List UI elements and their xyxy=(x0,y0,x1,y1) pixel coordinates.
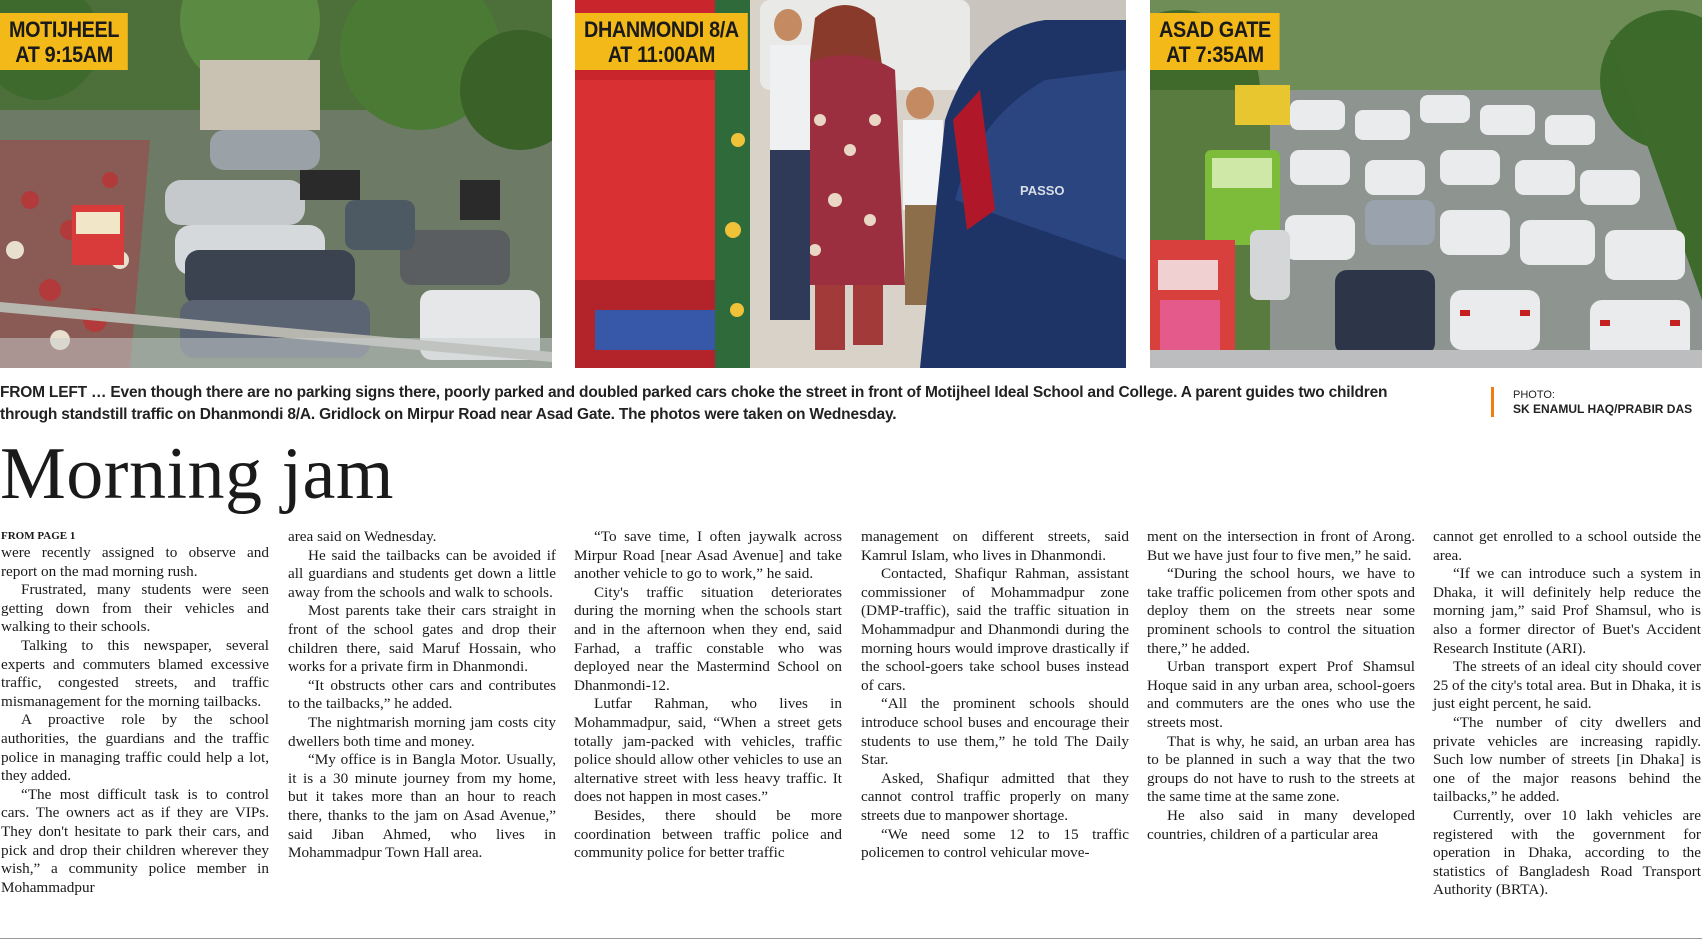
paragraph: “My office is in Bangla Motor. Usually, it is a 30 minute journey from my home, but it takes more than an hour to reach there, thanks to the jam on Asad Avenue,” said Jiban Ahmed, who lives in Mohammadpur Town Hall area. xyxy=(288,751,556,862)
paragraph: area said on Wednesday. xyxy=(288,528,437,545)
paragraph: City's traffic situation deteriorates during the morning when the schools start and in the afternoon when they end, said Farhad, a traffic constable who was deployed near the Mastermind School on Dhanmondi-12. xyxy=(574,583,842,694)
credit-divider xyxy=(1491,387,1494,417)
photo-label-dhanmondi xyxy=(575,13,748,70)
paragraph: A proactive role by the school authorities, the guardians and the traffic police in managing traffic could help a lot, they added. xyxy=(1,711,269,785)
photo-label-asad-gate xyxy=(1150,13,1280,70)
photo-label-time: AT 9:15AM xyxy=(15,42,113,67)
car-badge: PASSO xyxy=(1020,183,1065,198)
article-column-5 xyxy=(1147,528,1415,844)
article-column-6 xyxy=(1433,528,1701,900)
photo-credit-label: PHOTO: xyxy=(1513,389,1555,401)
photo-label-location: ASAD GATE xyxy=(1159,17,1271,42)
article-column-2 xyxy=(288,528,556,863)
photo-label-location: DHANMONDI 8/A xyxy=(584,17,739,42)
paragraph: “We need some 12 to 15 traffic policemen to control vehicular move- xyxy=(861,825,1129,862)
photo-label-location: MOTIJHEEL xyxy=(9,17,120,42)
paragraph: Most parents take their cars straight in front of the school gates and drop their children there, said Maruf Hossain, who works for a private firm in Dhanmondi. xyxy=(288,602,556,676)
paragraph: Asked, Shafiqur admitted that they cannot control traffic properly on many streets due to manpower shortage. xyxy=(861,769,1129,824)
paragraph: The nightmarish morning jam costs city dwellers both time and money. xyxy=(288,713,556,750)
paragraph: Lutfar Rahman, who lives in Mohammadpur, said, “When a street gets totally jam-packed with vehicles, traffic police should allow other vehicles to use an alternative street with less heavy traffic. It does not happen in most cases.” xyxy=(574,695,842,806)
photo-dhanmondi xyxy=(575,0,1126,368)
paragraph: “The number of city dwellers and private vehicles are increasing rapidly. Such low number of streets [in Dhaka] is one of the major reasons behind the tailbacks,” he added. xyxy=(1433,713,1701,806)
photo-label-time: AT 11:00AM xyxy=(607,42,715,67)
paragraph: “It obstructs other cars and contributes to the tailbacks,” he added. xyxy=(288,676,556,713)
paragraph: Urban transport expert Prof Shamsul Hoque said in any urban area, school-goers and commuters are the ones who use the streets most. xyxy=(1147,658,1415,731)
article-column-4 xyxy=(861,528,1129,863)
photo-label-motijheel xyxy=(0,13,128,70)
paragraph: “During the school hours, we have to take traffic policemen from other spots and deploy them on the streets near some prominent schools to control the situation there,” he added. xyxy=(1147,565,1415,657)
paragraph: were recently assigned to observe and report on the mad morning rush. xyxy=(1,544,269,580)
article-column-3 xyxy=(574,528,842,863)
article-headline: Morning jam xyxy=(0,433,394,515)
paragraph: ment on the intersection in front of Arong. But we have just four to five men,” he said. xyxy=(1147,528,1415,564)
paragraph: Frustrated, many students were seen getting down from their vehicles and walking to their schools. xyxy=(1,581,269,636)
photo-motijheel xyxy=(0,0,552,368)
paragraph: Contacted, Shafiqur Rahman, assistant commissioner of Mohammadpur zone (DMP-traffic), said the traffic situation in Mohammadpur and Dhanmondi during the morning hours would improve drastically if the school-goers take school buses instead of cars. xyxy=(861,565,1129,694)
paragraph: “If we can introduce such a system in Dhaka, it will definitely help reduce the morning jam,” said Prof Shamsul, who is also a former director of Buet's Accident Research Institute (ARI). xyxy=(1433,565,1701,657)
paragraph: Talking to this newspaper, several experts and commuters blamed excessive traffic, congested streets, and traffic mismanagement for the morning tailbacks. xyxy=(1,636,269,710)
photo-asad-gate xyxy=(1150,0,1702,368)
article-column-1 xyxy=(1,528,269,897)
photo-label-time: AT 7:35AM xyxy=(1166,42,1264,67)
paragraph: That is why, he said, an urban area has to be planned in such a way that the two groups do not have to rush to the streets at the same time at the same zone. xyxy=(1147,732,1415,806)
paragraph: “All the prominent schools should introduce school buses and encourage their students to use them,” he told The Daily Star. xyxy=(861,695,1129,769)
continued-from-kicker: FROM PAGE 1 xyxy=(1,530,76,542)
photo-credit-names: SK ENAMUL HAQ/PRABIR DAS xyxy=(1513,402,1693,416)
paragraph: He also said in many developed countries, children of a particular area xyxy=(1147,806,1415,843)
paragraph: The streets of an ideal city should cover 25 of the city's total area. But in Dhaka, it is just eight percent, he said. xyxy=(1433,658,1701,713)
paragraph: Currently, over 10 lakh vehicles are registered with the government for operation in Dhaka, according to the statistics of Bangladesh Road Transport Authority (BRTA). xyxy=(1433,806,1701,899)
paragraph: Besides, there should be more coordination between traffic police and community police for better traffic xyxy=(574,806,842,862)
photo-caption: FROM LEFT … Even though there are no parking signs there, poorly parked and doubled parked cars choke the street in front of Motijheel Ideal School and College. A parent guides two children through standstill traffic on Dhanmondi 8/A. Gridlock on Mirpur Road near Asad Gate. The photos were taken on Wednesday. xyxy=(0,384,1388,423)
photo-credit xyxy=(1513,388,1692,416)
paragraph: “The most difficult task is to control cars. The owners act as if they are VIPs. They don't hesitate to park their cars, and pick and drop their children wherever they wish,” a community police member in Mohammadpur xyxy=(1,785,269,896)
bottom-rule xyxy=(0,938,1702,939)
paragraph: management on different streets, said Kamrul Islam, who lives in Dhanmondi. xyxy=(861,528,1129,564)
paragraph: cannot get enrolled to a school outside the area. xyxy=(1433,528,1701,564)
paragraph: He said the tailbacks can be avoided if all guardians and students get down a little away from the schools and walk to schools. xyxy=(288,546,556,601)
paragraph: “To save time, I often jaywalk across Mirpur Road [near Asad Avenue] and take another vehicle to go to work,” he said. xyxy=(574,528,842,583)
